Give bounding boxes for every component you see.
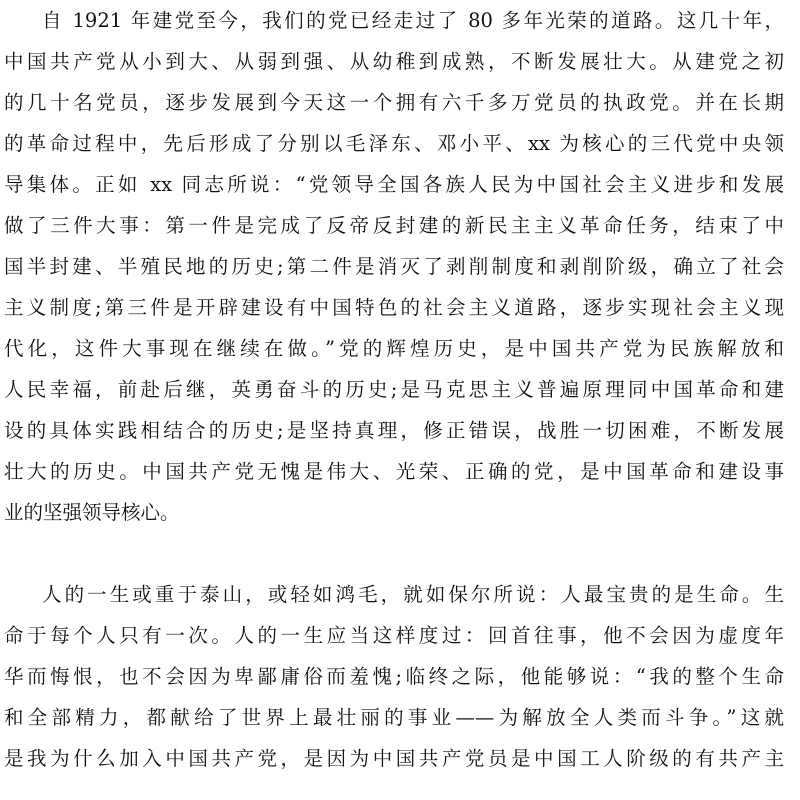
paragraph-life-meaning — [4, 574, 784, 779]
paragraph-line: 导集体。正如 xx 同志所说：“党领导全国各族人民为中国社会主义进步和发展 — [4, 173, 784, 196]
paragraph-line: 做了三件大事：第一件是完成了反帝反封建的新民主主义革命任务，结束了中 — [4, 214, 784, 237]
paragraph-line: 人民幸福，前赴后继，英勇奋斗的历史;是马克思主义普遍原理同中国革命和建 — [4, 378, 784, 401]
paragraph-line: 和全部精力，都献给了世界上最壮丽的事业——为解放全人类而斗争。”这就 — [4, 706, 784, 729]
paragraph-line: 是我为什么加入中国共产党，是因为中国共产党员是中国工人阶级的有共产主 — [4, 747, 784, 770]
paragraph-line: 业的坚强领导核心。 — [4, 501, 180, 524]
paragraph-line: 自 1921 年建党至今，我们的党已经走过了 80 多年光荣的道路。这几十年， — [42, 9, 784, 32]
text-column — [4, 0, 784, 779]
paragraph-line: 壮大的历史。中国共产党无愧是伟大、光荣、正确的党，是中国革命和建设事 — [4, 460, 784, 483]
paragraph-line: 中国共产党从小到大、从弱到强、从幼稚到成熟，不断发展壮大。从建党之初 — [4, 50, 784, 73]
paragraph-line: 国半封建、半殖民地的历史;第二件是消灭了剥削制度和剥削阶级，确立了社会 — [4, 255, 784, 278]
paragraph-line: 主义制度;第三件是开辟建设有中国特色的社会主义道路，逐步实现社会主义现 — [4, 296, 784, 319]
paragraph-line: 代化，这件大事现在继续在做。”党的辉煌历史，是中国共产党为民族解放和 — [4, 337, 784, 360]
paragraph-line: 的革命过程中，先后形成了分别以毛泽东、邓小平、xx 为核心的三代党中央领 — [4, 132, 784, 155]
paragraph-spacer — [4, 533, 784, 574]
paragraph-party-history — [4, 0, 784, 533]
paragraph-line: 的几十名党员，逐步发展到今天这一个拥有六千多万党员的执政党。并在长期 — [4, 91, 784, 114]
paragraph-line: 设的具体实践相结合的历史;是坚持真理，修正错误，战胜一切困难，不断发展 — [4, 419, 784, 442]
paragraph-line: 华而悔恨，也不会因为卑鄙庸俗而羞愧;临终之际，他能够说：“我的整个生命 — [4, 665, 784, 688]
paragraph-line: 人的一生或重于泰山，或轻如鸿毛，就如保尔所说：人最宝贵的是生命。生 — [42, 583, 784, 606]
paragraph-line: 命于每个人只有一次。人的一生应当这样度过：回首往事，他不会因为虚度年 — [4, 624, 784, 647]
